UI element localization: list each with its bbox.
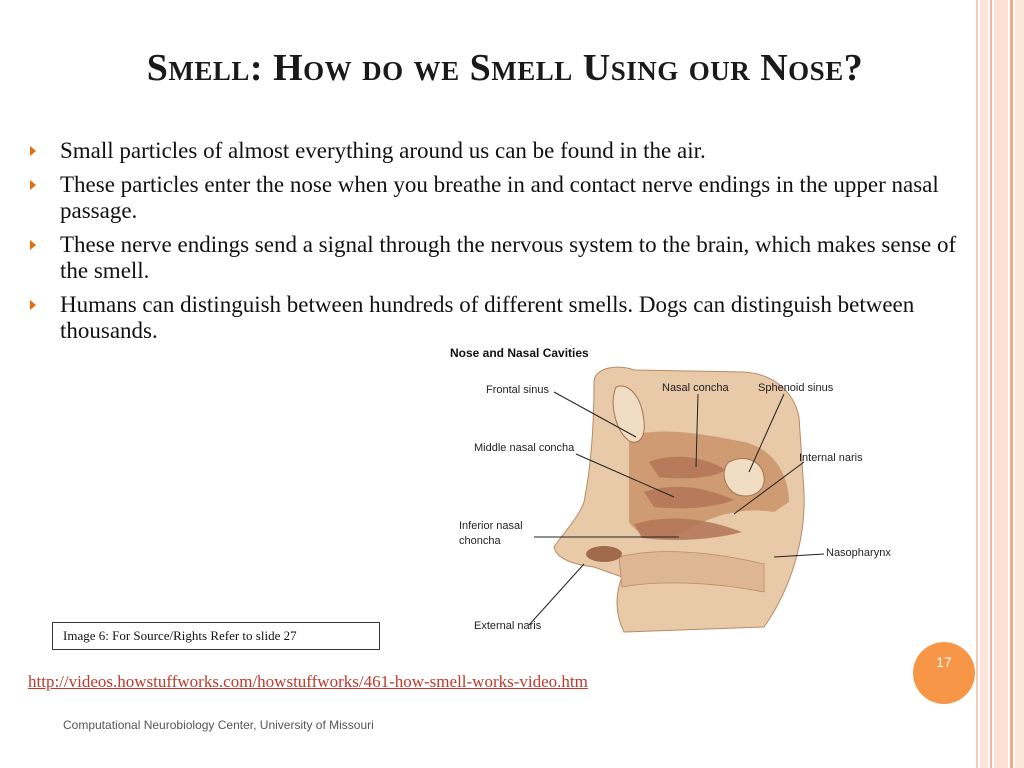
bullet-arrow-icon (30, 146, 36, 156)
label-middle-nasal-concha: Middle nasal concha (474, 442, 575, 454)
decor-stripe (980, 0, 988, 768)
label-sphenoid-sinus: Sphenoid sinus (758, 382, 834, 394)
bullet-text: Small particles of almost everything around us can be found in the air. (60, 138, 706, 163)
slide-title: Smell: How do we Smell Using our Nose? (146, 47, 864, 89)
footer-text: Computational Neurobiology Center, University of Missouri (63, 718, 374, 732)
bullet-arrow-icon (30, 180, 36, 190)
decor-stripe (976, 0, 978, 768)
label-nasopharynx: Nasopharynx (826, 547, 891, 559)
label-external-naris: External naris (474, 620, 542, 632)
page-number: 17 (936, 654, 952, 670)
decor-stripe (1015, 0, 1024, 768)
bullet-text: Humans can distinguish between hundreds of different smells. Dogs can distinguish between thousands. (60, 292, 915, 343)
bullet-item (30, 172, 980, 224)
video-link[interactable]: http://videos.howstuffworks.com/howstuffworks/461-how-smell-works-video.htm (28, 672, 588, 691)
bullet-list (30, 138, 980, 352)
label-inferior-nasal: Inferior nasal (459, 520, 523, 532)
figure-title: Nose and Nasal Cavities (450, 346, 589, 360)
label-inferior-choncha: choncha (459, 535, 501, 547)
label-internal-naris: Internal naris (799, 452, 863, 464)
nasal-cavity-diagram (444, 342, 891, 642)
image-caption: Image 6: For Source/Rights Refer to slide 27 (52, 622, 380, 650)
decor-stripe (994, 0, 1008, 768)
bullet-item (30, 138, 980, 164)
decor-stripe (1010, 0, 1013, 768)
bullet-text: These particles enter the nose when you breathe in and contact nerve endings in the upper nasal passage. (60, 172, 939, 223)
bullet-arrow-icon (30, 300, 36, 310)
bullet-arrow-icon (30, 240, 36, 250)
bullet-text: These nerve endings send a signal through the nervous system to the brain, which makes sense of the smell. (60, 232, 957, 283)
label-nasal-concha: Nasal concha (662, 382, 729, 394)
bullet-item (30, 292, 980, 344)
bullet-item (30, 232, 980, 284)
label-frontal-sinus: Frontal sinus (486, 384, 549, 396)
decor-stripe (990, 0, 992, 768)
page-number-badge (913, 642, 975, 704)
